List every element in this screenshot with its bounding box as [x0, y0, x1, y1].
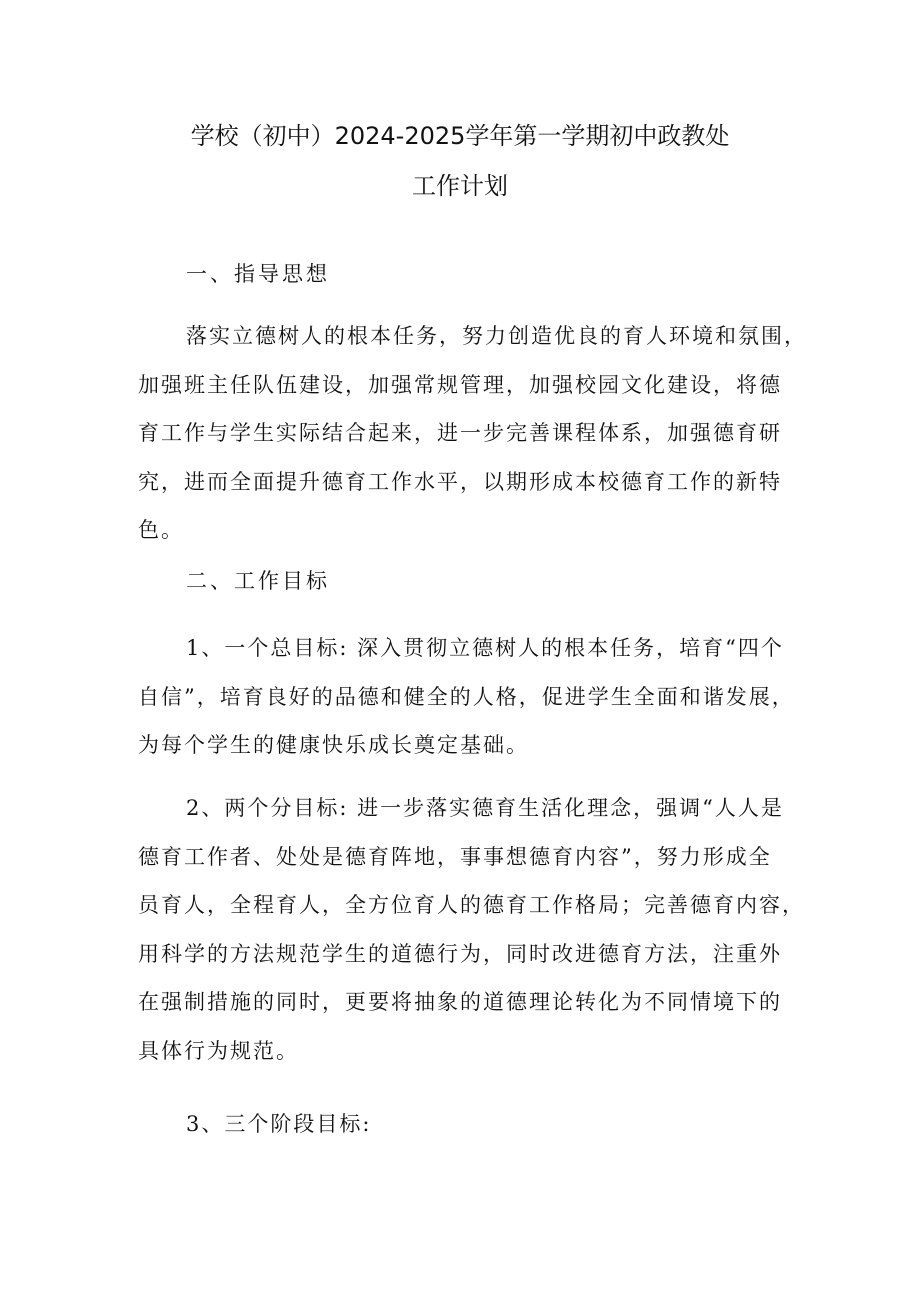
paragraph-line: 育工作与学生实际结合起来，进一步完善课程体系，加强德育研 [138, 421, 782, 445]
paragraph-line: 2、两个分目标: 进一步落实德育生活化理念，强调“人人是 [186, 796, 784, 820]
paragraph-line: 3、三个阶段目标: [186, 1112, 372, 1136]
paragraph-line: 在强制措施的同时，更要将抽象的道德理论转化为不同情境下的 [138, 990, 782, 1014]
paragraph-line: 落实立德树人的根本任务，努力创造优良的育人环境和氛围， [186, 324, 807, 348]
paragraph-line: 德育工作者、处处是德育阵地，事事想德育内容”，努力形成全 [138, 844, 772, 869]
paragraph-line: 为每个学生的健康快乐成长奠定基础。 [138, 733, 529, 757]
section-heading-work-goals: 二、工作目标 [186, 569, 330, 593]
paragraph-goal-1 [138, 624, 798, 770]
document-title-line-2: 工作计划 [412, 172, 508, 200]
paragraph-guiding-thought [138, 312, 807, 555]
document-title-line-1: 学校（初中）2024-2025学年第一学期初中政教处 [190, 122, 730, 150]
paragraph-line: 1、一个总目标: 深入贯彻立德树人的根本任务，培育“四个 [186, 636, 784, 660]
section-heading-guiding-thought: 一、指导思想 [186, 262, 330, 286]
paragraph-line: 自信”，培育良好的品德和健全的人格，促进学生全面和谐发展， [138, 684, 795, 709]
paragraph-line: 加强班主任队伍建设，加强常规管理，加强校园文化建设，将德 [138, 372, 782, 397]
paragraph-goal-3 [138, 1100, 798, 1149]
paragraph-goal-2 [138, 784, 805, 1075]
paragraph-line: 具体行为规范。 [138, 1038, 299, 1063]
paragraph-line: 究，进而全面提升德育工作水平，以期形成本校德育工作的新特 [138, 469, 782, 494]
paragraph-line: 用科学的方法规范学生的道德行为，同时改进德育方法，注重外 [138, 941, 782, 966]
paragraph-line: 色。 [138, 518, 184, 542]
paragraph-line: 员育人，全程育人，全方位育人的德育工作格局；完善德育内容， [138, 893, 805, 917]
